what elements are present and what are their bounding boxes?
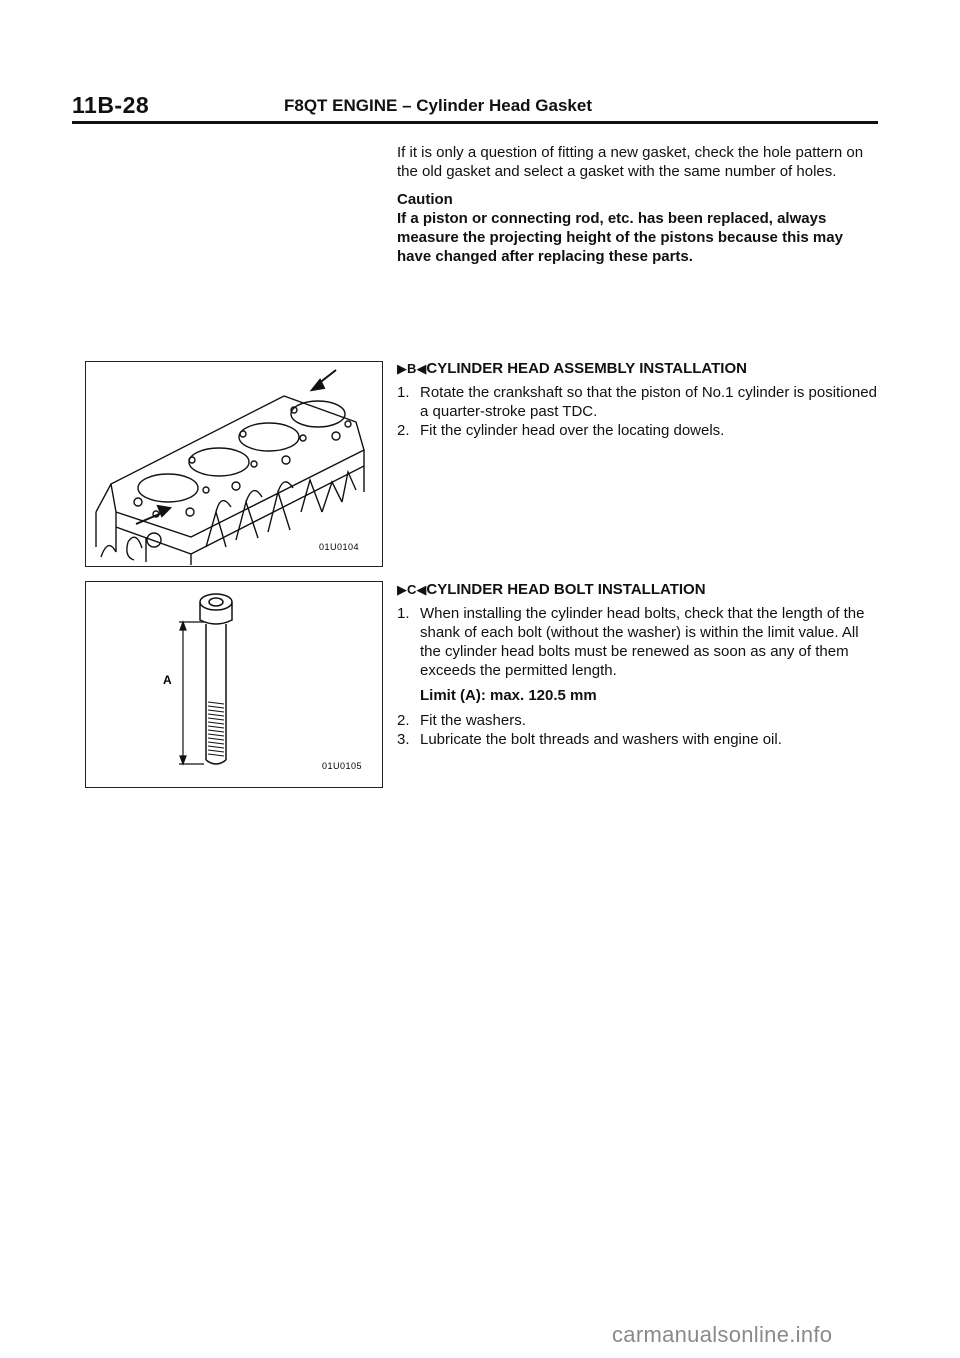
step-number: 2. [397,712,410,729]
cylinder-head-bolt-illustration [86,582,381,786]
step-number: 1. [397,384,410,401]
dimension-label-a: A [163,673,172,687]
page-number: 11B-28 [72,92,150,118]
header-rule [72,121,878,124]
figure-code-01U0104: 01U0104 [319,542,360,552]
figure-cylinder-head-bolt [85,581,383,788]
step-number: 3. [397,731,410,748]
section-c-marker: ▶C◀ [397,582,427,597]
section-b-heading: CYLINDER HEAD ASSEMBLY INSTALLATION [426,360,747,377]
section-b-steps [397,383,877,440]
section-c-steps-continued [397,711,877,749]
step-number: 2. [397,422,410,439]
intro-paragraph: If it is only a question of fitting a new gasket, check the hole pattern on the old gasket and select a gasket with the same number of holes. [397,144,864,180]
list-item [397,383,877,421]
intro-block [397,143,877,266]
section-b-heading-row [397,359,877,378]
cylinder-head-gasket-illustration [86,362,381,565]
list-item [397,421,877,440]
page-header [72,92,878,122]
caution-label: Caution [397,191,453,208]
step-number: 1. [397,605,410,622]
figure-code-01U0105: 01U0105 [322,761,363,771]
section-c-heading: CYLINDER HEAD BOLT INSTALLATION [426,581,706,598]
section-c-steps [397,604,877,680]
step-text: Fit the washers. [420,712,526,729]
list-item [397,730,877,749]
section-c [397,580,877,749]
limit-value: Limit (A): max. 120.5 mm [420,687,597,704]
section-c-heading-row [397,580,877,599]
list-item [397,711,877,730]
section-b [397,359,877,440]
step-text: Lubricate the bolt threads and washers with engine oil. [420,731,782,748]
section-b-marker: ▶B◀ [397,361,427,376]
step-text: Fit the cylinder head over the locating dowels. [420,422,725,439]
step-text: Rotate the crankshaft so that the piston of No.1 cylinder is positioned a quarter-stroke past TDC. [420,384,877,420]
list-item [397,604,877,680]
page-title: F8QT ENGINE – Cylinder Head Gasket [284,96,592,115]
caution-text: If a piston or connecting rod, etc. has been replaced, always measure the projecting height of the pistons because this may have changed after replacing these parts. [397,210,843,265]
watermark: carmanualsonline.info [612,1322,833,1347]
step-text: When installing the cylinder head bolts, check that the length of the shank of each bolt (without the washer) is within the limit value. All the cylinder head bolts must be renewed as soon as any of them exceeds the permitted length. [420,605,865,679]
figure-cylinder-head-gasket [85,361,383,567]
